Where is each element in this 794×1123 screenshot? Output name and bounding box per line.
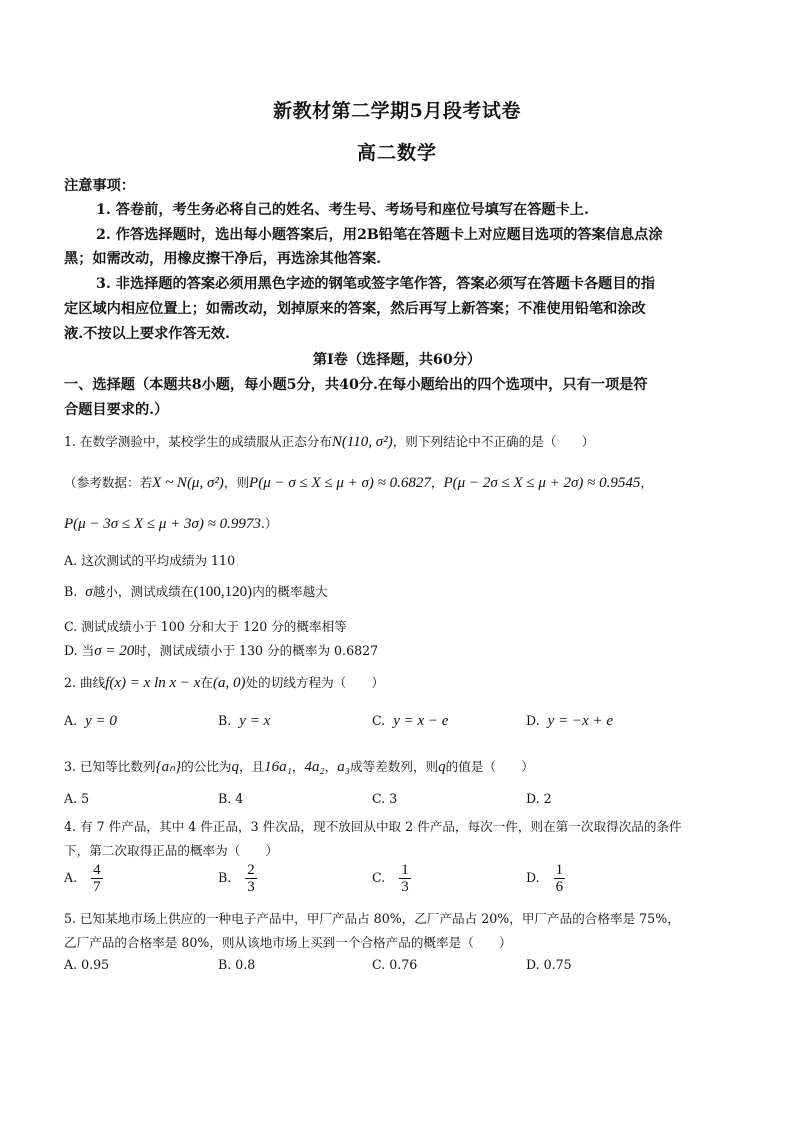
- q4-d-label: D.: [526, 870, 540, 885]
- q4-option-a: [64, 862, 103, 895]
- q4-option-d: [526, 862, 565, 895]
- q1-b-text: 越小，测试成绩在: [92, 584, 194, 599]
- q1-b-math: σ: [85, 584, 93, 600]
- q1-ref-text-b: ，则: [223, 475, 250, 490]
- q4-b-label: B.: [218, 870, 232, 885]
- q1-option-a: A. 这次测试的平均成绩为 110: [64, 553, 236, 568]
- q2-option-d: [526, 713, 613, 730]
- notes-line-2a: 2. 作答选择题时，选出每小题答案后，用2B铅笔在答题卡上对应题目选项的答案信息点涂: [96, 227, 663, 243]
- q3-stem-sep-2: ，: [324, 759, 338, 774]
- q4-b-fraction: [245, 862, 257, 895]
- q4-c-denominator: 3: [401, 879, 409, 895]
- q3-stem-text-g: 的值是（ ）: [445, 759, 534, 774]
- q4-b-denominator: 3: [247, 879, 255, 895]
- q3-option-c: C. 3: [372, 791, 398, 806]
- question-4-stem-a: 4. 有 7 件产品，其中 4 件正品，3 件次品，现不放回从中取 2 件产品，每次一件，则在第一次取得次品的条件: [64, 819, 682, 834]
- notes-line-1: 1. 答卷前，考生务必将自己的姓名、考生号、考场号和座位号填写在答题卡上.: [96, 202, 589, 218]
- q1-b-text-c: 内的概率越大: [252, 584, 328, 599]
- q3-stem-seq: {aₙ}: [155, 759, 182, 775]
- notes-heading: 注意事项：: [64, 178, 135, 194]
- notes-line-2b: 黑；如需改动，用橡皮擦干净后，再选涂其他答案.: [64, 251, 382, 267]
- q1-ref-text-e: .）: [260, 516, 278, 531]
- q1-d-label: D. 当: [64, 643, 95, 658]
- q2-b-math: y = x: [239, 713, 271, 729]
- q1-ref-math-4: P(μ − 3σ ≤ X ≤ μ + 3σ) ≈ 0.9973: [64, 516, 261, 532]
- q1-ref-text-a: （参考数据：若: [64, 475, 153, 490]
- q2-stem-point: (a, 0): [213, 675, 246, 691]
- question-5-stem-b: 乙厂产品的合格率是 80%，则从该地市场上买到一个合格产品的概率是（ ）: [64, 935, 512, 950]
- q2-stem-text-c: 处的切线方程为（ ）: [245, 675, 385, 690]
- q4-d-numerator: 1: [555, 862, 564, 878]
- q4-option-c: [372, 862, 411, 895]
- exam-title: 新教材第二学期5月段考试卷: [273, 100, 521, 122]
- q2-option-c: [372, 713, 448, 730]
- q1-b-label: B.: [64, 584, 78, 599]
- q2-stem-text-b: 在: [200, 675, 214, 690]
- q2-d-math: y = −x + e: [547, 713, 614, 729]
- q2-option-b: [218, 713, 270, 730]
- question-3-stem: [64, 756, 534, 776]
- q3-stem-text-a: 3. 已知等比数列: [64, 759, 156, 774]
- section-header-line-b: 合题目要求的.）: [64, 402, 169, 418]
- q4-d-denominator: 6: [555, 879, 564, 895]
- q1-option-d: [64, 640, 378, 660]
- q1-stem-math: N(110, σ²): [331, 434, 393, 450]
- question-1-stem: [64, 431, 594, 451]
- q3-stem-sep-1: ，: [291, 759, 305, 774]
- q1-d-math: σ = 20: [94, 643, 135, 659]
- q2-b-label: B.: [218, 713, 232, 728]
- q3-stem-text-b: 的公比为: [181, 759, 232, 774]
- q4-b-numerator: 2: [247, 862, 255, 878]
- q3-stem-text-c: ，且: [238, 759, 265, 774]
- q2-option-a: [64, 713, 117, 730]
- q3-stem-term-3: a₃: [337, 759, 350, 775]
- notes-line-3c: 液.不按以上要求作答无效.: [64, 326, 230, 342]
- q1-b-interval: (100,120): [193, 584, 253, 600]
- q1-ref-math-1: X ~ N(μ, σ²): [152, 475, 224, 491]
- q2-c-math: y = x − e: [393, 713, 449, 729]
- q5-option-d: D. 0.75: [526, 957, 572, 972]
- q2-a-math: y = 0: [85, 713, 117, 729]
- q2-stem-text-a: 2. 曲线: [64, 675, 106, 690]
- q4-c-numerator: 1: [401, 862, 409, 878]
- q3-stem-text-f: 成等差数列，则: [349, 759, 439, 774]
- q3-stem-q-2: q: [438, 759, 446, 775]
- q1-ref-math-3: P(μ − 2σ ≤ X ≤ μ + 2σ) ≈ 0.9545: [443, 475, 641, 491]
- q1-option-c: C. 测试成绩小于 100 分和大于 120 分的概率相等: [64, 619, 347, 634]
- q3-stem-term-1: 16a₁: [264, 759, 292, 775]
- q3-stem-term-2: 4a₂: [304, 759, 325, 775]
- q1-stem-text-a: 1. 在数学测验中，某校学生的成绩服从正态分布: [64, 434, 332, 449]
- notes-line-3b: 定区域内相应位置上；如需改动，划掉原来的答案，然后再写上新答案；不准使用铅笔和涂改: [64, 301, 646, 317]
- q4-c-fraction: [399, 862, 411, 895]
- question-1-reference-cont: [64, 513, 277, 533]
- q4-a-denominator: 7: [93, 879, 101, 895]
- q4-c-label: C.: [372, 870, 386, 885]
- q2-a-label: A.: [64, 713, 78, 728]
- question-2-stem: [64, 672, 384, 692]
- q1-option-b: [64, 581, 328, 601]
- q3-option-a: A. 5: [64, 791, 90, 806]
- q2-stem-math: f(x) = x ln x − x: [105, 675, 201, 691]
- q1-ref-text-d: ，: [640, 475, 653, 490]
- q5-option-b: B. 0.8: [218, 957, 256, 972]
- question-1-reference: [64, 472, 653, 492]
- section-header-line-a: 一、选择题（本题共8小题，每小题5分，共40分.在每小题给出的四个选项中，只有一项是符: [64, 377, 648, 393]
- part1-heading: 第Ⅰ卷（选择题，共60分）: [312, 352, 482, 368]
- q3-stem-q: q: [231, 759, 239, 775]
- question-4-stem-b: 下，第二次取得正品的概率为（ ）: [64, 843, 279, 858]
- q4-a-numerator: 4: [93, 862, 101, 878]
- exam-subtitle: 高二数学: [356, 142, 437, 164]
- q2-c-label: C.: [372, 713, 386, 728]
- q1-d-text: 时，测试成绩小于 130 分的概率为 0.6827: [134, 643, 379, 658]
- q1-ref-text-c: ，: [430, 475, 444, 490]
- q5-option-c: C. 0.76: [372, 957, 418, 972]
- q4-a-fraction: [91, 862, 103, 895]
- q3-option-d: D. 2: [526, 791, 552, 806]
- notes-line-3a: 3. 非选择题的答案必须用黑色字迹的钢笔或签字笔作答，答案必须写在答题卡各题目的指: [96, 276, 655, 292]
- q4-option-b: [218, 862, 257, 895]
- q5-option-a: A. 0.95: [64, 957, 110, 972]
- q3-option-b: B. 4: [218, 791, 244, 806]
- question-5-stem-a: 5. 已知某地市场上供应的一种电子产品中，甲厂产品占 80%，乙厂产品占 20%，甲厂产品的合格率是 75%，: [64, 911, 680, 926]
- q4-a-label: A.: [64, 870, 78, 885]
- q4-d-fraction: [554, 862, 566, 895]
- q1-ref-math-2: P(μ − σ ≤ X ≤ μ + σ) ≈ 0.6827: [249, 475, 431, 491]
- q2-d-label: D.: [526, 713, 540, 728]
- q1-stem-text-b: ，则下列结论中不正确的是（ ）: [392, 434, 595, 449]
